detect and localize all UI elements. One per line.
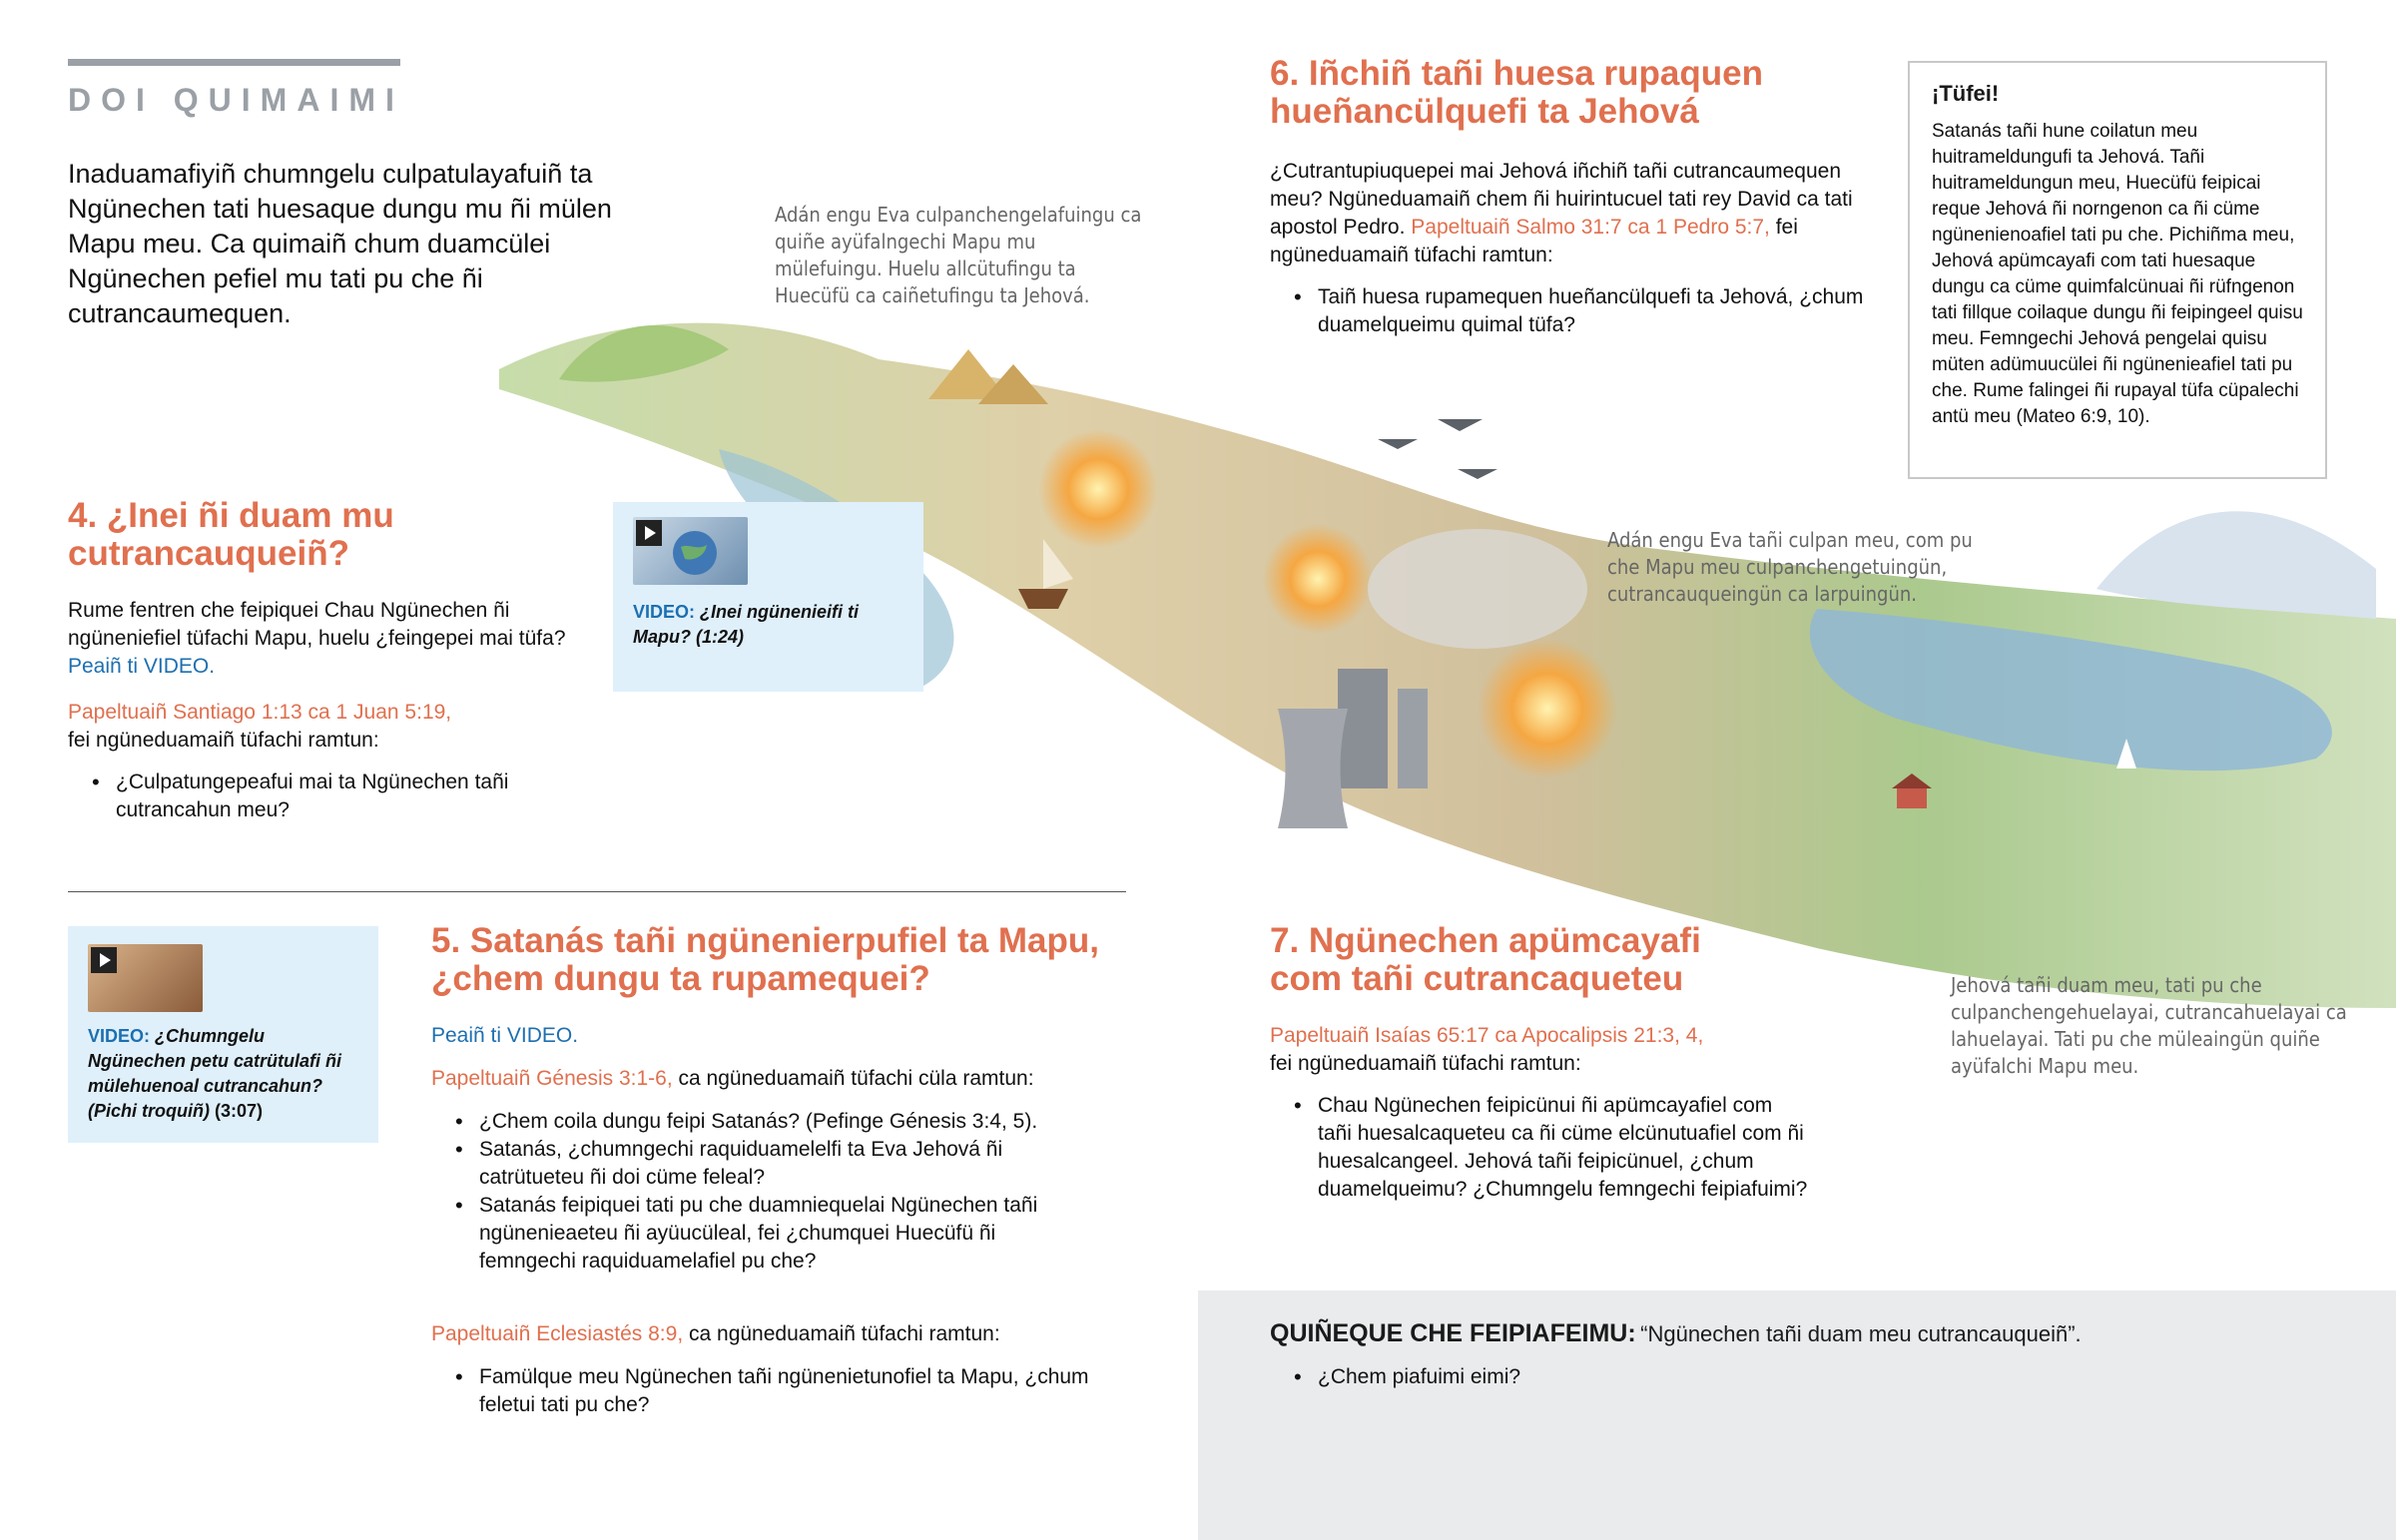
section5-ref1-after: ca ngüneduamaiñ tüfachi cüla ramtun: — [678, 1067, 1034, 1090]
section6-ref-after: fei ngüneduamaiñ tüfachi ramtun: — [1270, 216, 1798, 266]
video-card-who-rules[interactable] — [613, 502, 923, 692]
summary-line — [1270, 1319, 2368, 1348]
section5-scripture-ref2[interactable]: Papeltuaiñ Eclesiastés 8:9, — [431, 1322, 684, 1345]
video-duration: (3:07) — [215, 1101, 264, 1121]
tip-text: Satanás tañi hune coilatun meu huitrameldungufi ta Jehová. Tañi huitrameldungun meu, Huecüfü feipicai reque Jehová ñi norngenon ca ñi cüme ngünenienoafiel tati pu che. Pichiñma meu, Jehová apümcayafi com tati huesaque dungu ca cüme quimfalcünuai ñi rüfngenon tati fillque coilaque dungu ñi feipingeel quisu meu. Femngechi Jehová pengelai quisu müten adümuucülei ñi ngünenieafiel tati pu che. Rume falingei ñi rupayal tüfa cüpalechi antü meu (Mateo 6:9, 10). — [1932, 121, 2303, 427]
intro-paragraph: Inaduamafiyiñ chumngelu culpatulayafuiñ ta Ngünechen tati huesaque dungu mu ñi mülen Mapu meu. Ca quimaiñ chum duamcülei Ngünechen pefiel mu tati pu che ñi cutrancaumequen. — [68, 159, 612, 328]
section5-video-link[interactable]: Peaiñ ti VIDEO. — [431, 1024, 579, 1047]
section6-scripture-ref[interactable]: Papeltuaiñ Salmo 31:7 ca 1 Pedro 5:7, — [1411, 216, 1770, 239]
tip-box — [1908, 61, 2327, 479]
section4-ref-after: fei ngüneduamaiñ tüfachi ramtun: — [68, 729, 379, 752]
section7-ref-line — [1270, 1022, 1889, 1078]
section4-bullets — [88, 769, 527, 824]
section7-scripture-ref[interactable]: Papeltuaiñ Isaías 65:17 ca Apocalipsis 21:3, 4, — [1270, 1024, 1704, 1047]
section4-title: 4. ¿Inei ñi duam mu cutrancauqueiñ? — [68, 496, 394, 573]
summary-label: QUIÑEQUE CHE FEIPIAFEIMU: — [1270, 1319, 1636, 1347]
play-icon — [91, 947, 117, 973]
section5-scripture-ref1[interactable]: Papeltuaiñ Génesis 3:1-6, — [431, 1067, 673, 1090]
section4-ref-line — [68, 699, 587, 755]
caption-eden: Adán engu Eva culpanchengelafuingu ca quiñe ayüfalngechi Mapu mu mülefuingu. Huelu allcütufingu ta Huecüfü ca caiñetufingu ta Jehová. — [775, 203, 1142, 307]
video-thumbnail[interactable] — [633, 517, 748, 585]
section7-bullet: • Chau Ngünechen feipicünui ñi apümcayafiel com tañi huesalcaqueteu ca ñi cüme elcünutuafiel com ñi huesalcangeel. Jehová tañi feipicünuel, ¿chum duamelqueimu? ¿Chumngelu femngechi feipiafuimi? — [1290, 1092, 1809, 1204]
section6-body — [1270, 158, 1869, 269]
section4-video-link[interactable]: Peaiñ ti VIDEO. — [68, 655, 216, 678]
lesson-label: DOI QUIMAIMI — [68, 82, 404, 118]
section6-bullet: • Taiñ huesa rupamequen hueñancülquefi ta Jehová, ¿chum duamelqueimu quimal tüfa? — [1290, 283, 1869, 339]
video-label — [633, 600, 883, 650]
section5-title: 5. Satanás tañi ngünenierpufiel ta Mapu, ¿chem dungu ta rupamequei? — [431, 921, 1099, 998]
section5-bullet: • Famülque meu Ngünechen tañi ngünenietunofiel ta Mapu, ¿chum feletui tati pu che? — [451, 1363, 1090, 1419]
video-prefix: VIDEO: — [633, 602, 696, 622]
section4-bullet: • ¿Culpatungepeafui mai ta Ngünechen tañi cutrancahun meu? — [88, 769, 527, 824]
section7-title: 7. Ngünechen apümcayafi com tañi cutrancaqueteu — [1270, 921, 1701, 998]
section5-ref2-after: ca ngüneduamaiñ tüfachi ramtun: — [689, 1322, 1000, 1345]
play-icon — [636, 520, 662, 546]
section6-body-text: ¿Cutrantupiuquepei mai Jehová iñchiñ tañi cutrancaumequen meu? Ngüneduamaiñ chem ñi huirintucuel tati rey David ca tati apostol Pedro. — [1270, 160, 1853, 239]
summary-quote: “Ngünechen tañi duam meu cutrancauqueiñ”. — [1640, 1321, 2082, 1346]
summary-bullets — [1290, 1363, 1889, 1391]
summary-bullet: • ¿Chem piafuimi eimi? — [1290, 1363, 1889, 1391]
caption-future: Jehová tañi duam meu, tati pu che culpanchengehuelayai, cutrancahuelayai ca lahuelayai. Tati pu che müleaingün quiñe ayüfalchi Mapu meu. — [1951, 973, 2347, 1078]
video-thumbnail[interactable] — [88, 944, 203, 1012]
section5-ref2-line — [431, 1320, 1130, 1348]
section6-bullets — [1290, 283, 1869, 339]
caption-after-sin: Adán engu Eva tañi culpan meu, com pu che Mapu meu culpanchengetuingün, cutrancauqueingün ca larpuingün. — [1607, 528, 1973, 606]
video-card-why-suffering[interactable] — [68, 926, 378, 1143]
section5-bullet: • Satanás, ¿chumngechi raquiduamelelfi ta Eva Jehová ñi catrütueteu ñi doi cüme feleal? — [451, 1136, 1090, 1192]
section6-title: 6. Iñchiñ tañi huesa rupaquen hueñancülquefi ta Jehová — [1270, 54, 1763, 131]
section5-bullets2 — [451, 1363, 1090, 1419]
video-prefix: VIDEO: — [88, 1026, 151, 1046]
section7-bullets — [1290, 1092, 1809, 1204]
video-label — [88, 1024, 367, 1124]
video-title: ¿Chumngelu Ngünechen petu catrütulafi ñi mülehuenoal cutrancahun? (Pichi troquiñ) — [88, 1026, 342, 1121]
section5-ref1-line — [431, 1065, 1130, 1093]
section5-bullet: • ¿Chem coila dungu feipi Satanás? (Pefinge Génesis 3:4, 5). — [451, 1108, 1090, 1136]
section5-bullets1 — [451, 1108, 1090, 1276]
tip-title: ¡Tüfei! — [1932, 81, 2000, 106]
video-title: ¿Inei ngünenieifi ti Mapu? (1:24) — [633, 602, 860, 647]
section-divider — [68, 891, 1126, 892]
section4-body — [68, 597, 577, 681]
lesson-rule — [68, 59, 400, 66]
section5-bullet: • Satanás feipiquei tati pu che duamniequelai Ngünechen tañi ngünenieaeteu ñi ayüucüleal, fei ¿chumquei Huecüfü ñi femngechi raquiduamelafiel pu che? — [451, 1192, 1090, 1276]
section4-scripture-ref[interactable]: Papeltuaiñ Santiago 1:13 ca 1 Juan 5:19, — [68, 701, 452, 724]
section4-body-text: Rume fentren che feipiquei Chau Ngünechen ñi ngüneniefiel tüfachi Mapu, huelu ¿feingepei mai tüfa? — [68, 599, 566, 650]
section7-ref-after: fei ngüneduamaiñ tüfachi ramtun: — [1270, 1052, 1581, 1075]
